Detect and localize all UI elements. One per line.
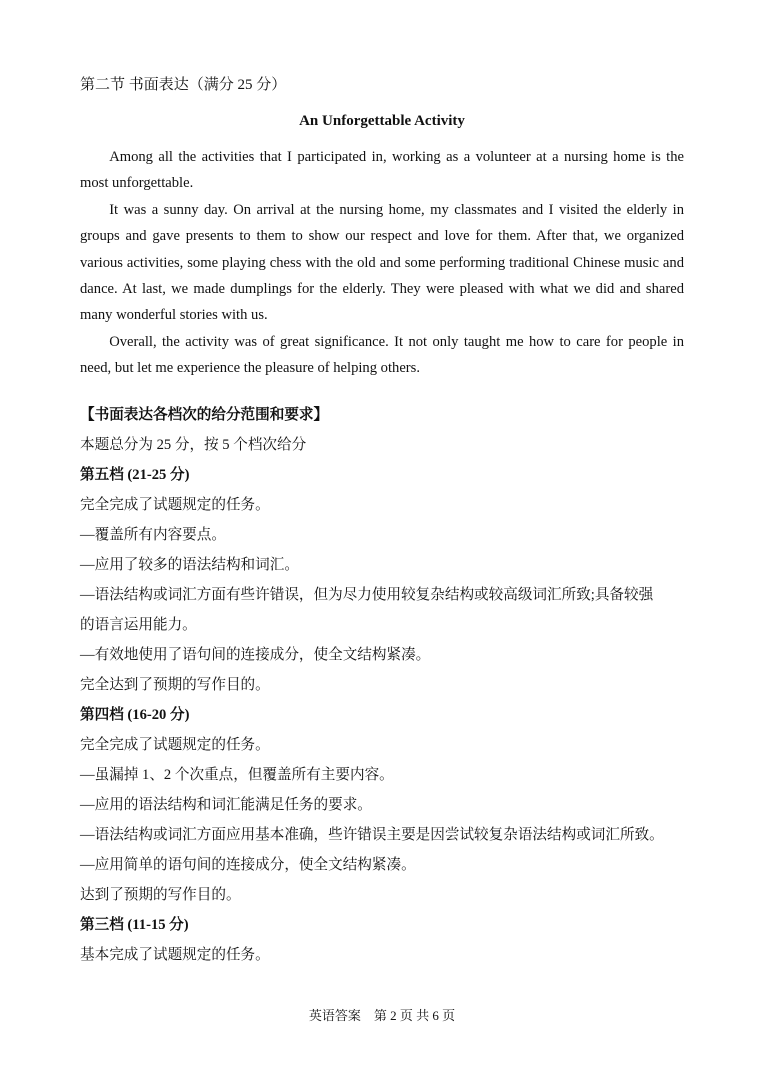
essay-paragraph: It was a sunny day. On arrival at the nursing home, my classmates and I visited the elderly in groups and gave presents to them to show our respect and love for them. After that, we organized various activities, some playing chess with the old and some performing traditional Chinese music and dance. At last, we made dumplings for the elderly. They were pleased with what we did and shared many wonderful stories with us. <box>80 201 684 324</box>
grade-4-line: 完全完成了试题规定的任务。 <box>80 737 270 753</box>
grade-3-title: 第三档 (11-15 分) <box>80 917 189 933</box>
grade-4-line: —应用的语法结构和词汇能满足任务的要求。 <box>80 797 372 813</box>
grade-5-line: 完全完成了试题规定的任务。 <box>80 497 270 513</box>
grade-5-line: 完全达到了预期的写作目的。 <box>80 677 270 693</box>
grade-3-line: 基本完成了试题规定的任务。 <box>80 947 270 963</box>
essay-paragraph: Among all the activities that I participated in, working as a volunteer at a nursing home is the most unforgettable. <box>80 149 684 192</box>
rubric-heading: 【书面表达各档次的给分范围和要求】 <box>80 407 329 423</box>
grade-4-line: —虽漏掉 1、2 个次重点，但覆盖所有主要内容。 <box>80 767 394 783</box>
grade-5-line: 的语言运用能力。 <box>80 617 197 633</box>
grade-4-line: —语法结构或词汇方面应用基本准确，些许错误主要是因尝试较复杂语法结构或词汇所致。 <box>80 827 664 843</box>
grade-4-line: —应用简单的语句间的连接成分，使全文结构紧凑。 <box>80 857 416 873</box>
rubric-intro: 本题总分为 25 分，按 5 个档次给分 <box>80 437 307 453</box>
scoring-rubric <box>80 400 692 970</box>
grade-5-line: —覆盖所有内容要点。 <box>80 527 226 543</box>
essay-title: An Unforgettable Activity <box>299 113 465 129</box>
section-heading: 第二节 书面表达（满分 25 分） <box>80 77 287 93</box>
grade-4-title: 第四档 (16-20 分) <box>80 707 190 723</box>
grade-5-line: —有效地使用了语句间的连接成分，使全文结构紧凑。 <box>80 647 431 663</box>
grade-5-line: —语法结构或词汇方面有些许错误，但为尽力使用较复杂结构或较高级词汇所致;具备较强 <box>80 587 654 603</box>
essay-paragraph: Overall, the activity was of great significance. It not only taught me how to care for people in need, but let me experience the pleasure of helping others. <box>80 333 684 377</box>
page-footer: 英语答案 第 2 页 共 6 页 <box>308 1008 456 1023</box>
grade-4-line: 达到了预期的写作目的。 <box>80 887 241 903</box>
grade-5-title: 第五档 (21-25 分) <box>80 467 190 483</box>
essay-body <box>80 144 684 382</box>
grade-5-line: —应用了较多的语法结构和词汇。 <box>80 557 299 573</box>
